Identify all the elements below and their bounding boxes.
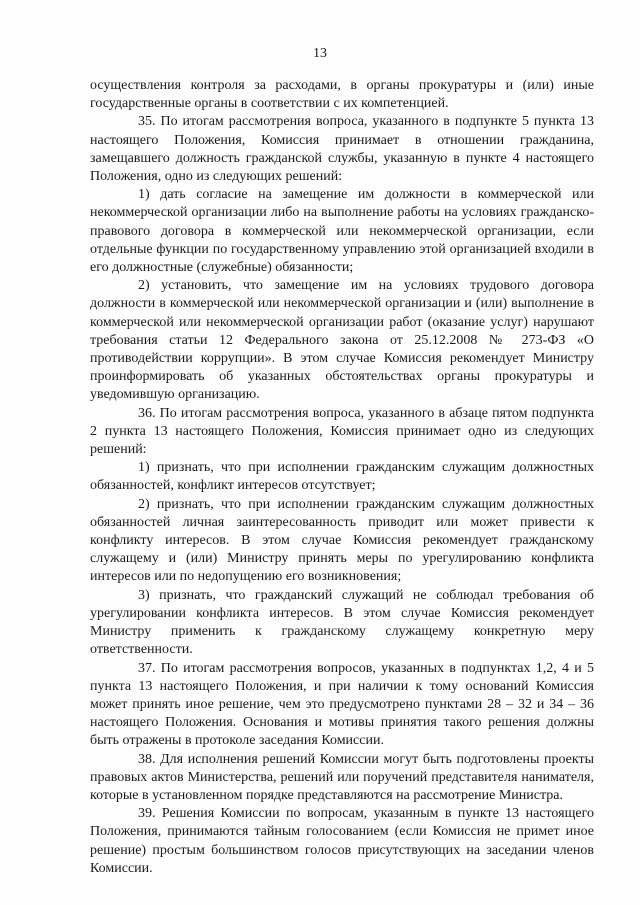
paragraph-38: 38. Для исполнения решений Комиссии могут быть подготовлены проекты правовых актов Министерства, решений или поручений представителя нанимателя, которые в установленном порядке представляются на рассмотрение Министра. <box>90 751 594 803</box>
paragraph-37: 37. По итогам рассмотрения вопросов, указанных в подпунктах 1,2, 4 и 5 пункта 13 настоящего Положения, и при наличии к тому оснований Комиссия может принять иное решение, чем это предусмотрено пунктами 28 – 32 и 34 – 36 настоящего Положения. Основания и мотивы принятия такого решения должны быть отражены в протоколе заседания Комиссии. <box>90 660 594 749</box>
paragraph-35: 35. По итогам рассмотрения вопроса, указанного в подпункте 5 пункта 13 настоящего Положения, Комиссия принимает в отношении гражданина, замещавшего должность гражданской службы, указанную в пункте 4 настоящего Положения, одно из следующих решений: <box>90 114 594 185</box>
paragraph-36: 36. По итогам рассмотрения вопроса, указанного в абзаце пятом подпункта 2 пункта 13 настоящего Положения, Комиссия принимает одно из следующих решений: <box>90 405 594 458</box>
paragraph-36-item-2: 2) признать, что при исполнении гражданским служащим должностных обязанностей личная заинтересованность приводит или может привести к конфликту интересов. В этом случае Комиссия рекомендует гражданскому служащему и (или) Министру принять меры по урегулированию конфликта интересов или по недопущению его возникновения; <box>90 496 594 585</box>
page-number: 13 <box>313 46 327 61</box>
paragraph-39: 39. Решения Комиссии по вопросам, указанным в пункте 13 настоящего Положения, принимаются тайным голосованием (если Комиссия не примет иное решение) простым большинством голосов присутствующих на заседании членов Комиссии. <box>90 806 594 876</box>
paragraph-35-item-2: 2) установить, что замещение им на условиях трудового договора должности в коммерческой или некоммерческой организации и (или) выполнение в коммерческой или некоммерческой организации работ (оказание услуг) нарушают требования статьи 12 Федерального закона от 25.12.2008 № 273-ФЗ «О противодействии коррупции». В этом случае Комиссия рекомендует Министру проинформировать об указанных обстоятельствах органы прокуратуры и уведомившую организацию. <box>90 278 594 403</box>
paragraph-36-item-3: 3) признать, что гражданский служащий не соблюдал требования об урегулировании конфликта интересов. В этом случае Комиссия рекомендует Министру применить к гражданскому служащему конкретную меру ответственности. <box>90 587 594 658</box>
document-body <box>90 77 594 878</box>
paragraph-36-item-1: 1) признать, что при исполнении гражданским служащим должностных обязанностей, конфликт интересов отсутствует; <box>90 460 594 494</box>
paragraph-continuation: осуществления контроля за расходами, в органы прокуратуры и (или) иные государственные органы в соответствии с их компетенцией. <box>90 78 594 112</box>
paragraph-35-item-1: 1) дать согласие на замещение им должности в коммерческой или некоммерческой организации либо на выполнение работы на условиях гражданско-правового договора в коммерческой или некоммерческой организации, если отдельные функции по государственному управлению этой организацией входили в его должностные (служебные) обязанности; <box>90 187 594 276</box>
